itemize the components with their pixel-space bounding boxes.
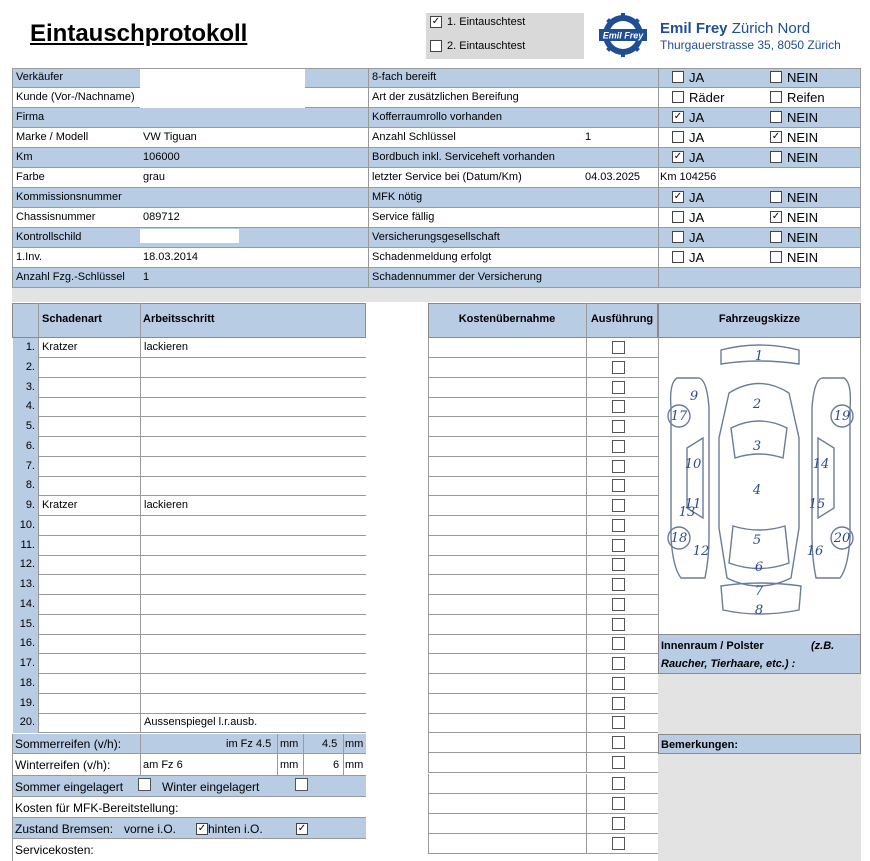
option-checkbox[interactable] <box>672 91 684 103</box>
interior-hint-b: Raucher, Tierhaare, etc.) : <box>661 658 796 670</box>
execution-checkbox[interactable] <box>612 539 625 552</box>
option-label: JA <box>689 190 705 205</box>
vehicle-value-6[interactable] <box>140 188 368 208</box>
execution-checkbox[interactable] <box>612 817 625 830</box>
vehicle-label-6: Kommissionsnummer <box>12 188 140 208</box>
masked-field <box>140 69 305 108</box>
cost-cell[interactable] <box>428 654 586 674</box>
row-number: 8. <box>13 476 38 496</box>
company-name: Emil Frey Zürich Nord <box>660 20 811 37</box>
rule <box>140 754 141 776</box>
option-checkbox[interactable] <box>770 111 782 123</box>
option-label: NEIN <box>787 110 819 125</box>
option-label: JA <box>689 150 705 165</box>
summer-stored-checkbox[interactable] <box>138 778 151 791</box>
damage-type-cell[interactable]: Kratzer <box>38 338 140 358</box>
option-label: JA <box>689 70 705 85</box>
option-checkbox[interactable] <box>672 131 684 143</box>
work-step-cell[interactable] <box>140 575 366 595</box>
execution-checkbox[interactable] <box>612 558 625 571</box>
option-label: NEIN <box>787 190 819 205</box>
damage-type-cell[interactable] <box>38 536 140 556</box>
row-number: 16. <box>13 634 38 654</box>
rule <box>277 734 278 754</box>
vehicle-label-0: Verkäufer <box>12 68 140 88</box>
damage-type-cell[interactable] <box>38 615 140 635</box>
status-label-6: MFK nötig <box>368 188 658 208</box>
work-step-cell[interactable] <box>140 397 366 417</box>
masked-field <box>140 229 239 243</box>
cost-cell[interactable] <box>428 417 586 437</box>
work-step-cell[interactable]: lackieren <box>140 496 366 516</box>
option-label: NEIN <box>787 130 819 145</box>
sketch-number: 13 <box>678 505 696 520</box>
vehicle-label-8: Kontrollschild <box>12 228 140 248</box>
mfk-cost-label: Kosten für MFK-Bereitstellung: <box>15 801 179 815</box>
option-checkbox[interactable]: ✓ <box>771 131 781 142</box>
company-address: Thurgauerstrasse 35, 8050 Zürich <box>660 38 841 52</box>
execution-checkbox[interactable] <box>612 618 625 631</box>
work-step-cell[interactable] <box>140 694 366 714</box>
execution-checkbox[interactable] <box>612 341 625 354</box>
option-label: JA <box>689 110 705 125</box>
winter-tires-label: Winterreifen (v/h): <box>15 758 111 772</box>
vehicle-label-10: Anzahl Fzg.-Schlüssel <box>12 268 140 288</box>
header-execution: Ausführung <box>590 313 654 325</box>
sketch-number: 3 <box>752 439 762 454</box>
rule <box>38 303 39 338</box>
work-step-cell[interactable] <box>140 476 366 496</box>
option-checkbox[interactable] <box>672 71 684 83</box>
test1-label: 1. Eintauschtest <box>447 16 526 28</box>
vehicle-label-3: Marke / Modell <box>12 128 140 148</box>
status-label-3: Anzahl Schlüssel <box>368 128 658 148</box>
status-options-10 <box>658 268 861 288</box>
vehicle-label-9: 1.Inv. <box>12 248 140 268</box>
execution-checkbox[interactable] <box>612 777 625 790</box>
row-number: 7. <box>13 457 38 477</box>
row-number: 1. <box>13 338 38 358</box>
damage-type-cell[interactable] <box>38 516 140 536</box>
rule <box>12 734 13 861</box>
cost-cell[interactable] <box>428 733 586 753</box>
summer-rear-value[interactable]: 4.5 <box>322 738 338 750</box>
option-checkbox[interactable]: ✓ <box>673 111 683 122</box>
summer-stored-label: Sommer eingelagert <box>15 780 124 794</box>
cost-cell[interactable] <box>428 338 586 358</box>
cost-cell[interactable] <box>428 397 586 417</box>
vehicle-sketch[interactable] <box>658 338 861 634</box>
remarks-input[interactable] <box>658 754 861 861</box>
row-number: 4. <box>13 397 38 417</box>
interior-label: Innenraum / Polster <box>661 640 764 652</box>
summer-tires-label: Sommerreifen (v/h): <box>15 737 122 751</box>
status-label-1: Art der zusätzlichen Bereifung <box>368 88 658 108</box>
winter-unit-front: mm <box>280 759 299 771</box>
rule <box>140 734 141 754</box>
work-step-cell[interactable]: lackieren <box>140 338 366 358</box>
cost-cell[interactable] <box>428 674 586 694</box>
sketch-number: 1 <box>754 349 764 364</box>
execution-checkbox[interactable] <box>612 400 625 413</box>
cost-cell[interactable] <box>428 595 586 615</box>
test1-checkbox[interactable]: ✓ <box>431 16 441 27</box>
vehicle-label-4: Km <box>12 148 140 168</box>
execution-checkbox[interactable] <box>612 736 625 749</box>
damage-type-cell[interactable] <box>38 654 140 674</box>
summer-unit-front: mm <box>280 738 299 750</box>
cost-cell[interactable] <box>428 694 586 714</box>
status-label-5: letzter Service bei (Datum/Km) <box>368 168 658 188</box>
rule <box>12 68 861 69</box>
option-label: NEIN <box>787 70 819 85</box>
status-label-8: Versicherungsgesellschaft <box>368 228 658 248</box>
vehicle-value-7[interactable]: 089712 <box>140 208 368 228</box>
rule <box>343 734 344 754</box>
vehicle-value-10[interactable]: 1 <box>140 268 368 288</box>
damage-type-cell[interactable] <box>38 595 140 615</box>
option-label: JA <box>689 250 705 265</box>
execution-checkbox[interactable] <box>612 479 625 492</box>
damage-type-cell[interactable] <box>38 555 140 575</box>
remarks-label: Bemerkungen: <box>661 739 739 751</box>
summer-unit-rear: mm <box>345 738 364 750</box>
brakes-rear-checkbox[interactable]: ✓ <box>297 823 307 834</box>
damage-type-cell[interactable] <box>38 397 140 417</box>
status-label-4: Bordbuch inkl. Serviceheft vorhanden <box>368 148 658 168</box>
row-number: 19. <box>13 694 38 714</box>
status-extra-5: 04.03.2025 <box>585 171 641 183</box>
sketch-number: 6 <box>754 560 764 575</box>
row-number: 5. <box>13 417 38 437</box>
row-number: 10. <box>13 516 38 536</box>
vehicle-value-3[interactable]: VW Tiguan <box>140 128 368 148</box>
sketch-number: 18 <box>670 531 688 546</box>
cost-cell[interactable] <box>428 774 586 794</box>
sketch-number: 11 <box>684 497 702 512</box>
status-label-2: Kofferraumrollo vorhanden <box>368 108 658 128</box>
execution-checkbox[interactable] <box>612 361 625 374</box>
execution-checkbox[interactable] <box>612 440 625 453</box>
execution-checkbox[interactable] <box>612 499 625 512</box>
option-checkbox[interactable]: ✓ <box>771 211 781 222</box>
damage-type-cell[interactable]: Kratzer <box>38 496 140 516</box>
sketch-number: 9 <box>689 389 699 404</box>
damage-type-cell[interactable] <box>38 634 140 654</box>
option-checkbox[interactable] <box>672 211 684 223</box>
status-label-7: Service fällig <box>368 208 658 228</box>
execution-checkbox[interactable] <box>612 716 625 729</box>
row-number: 13. <box>13 575 38 595</box>
winter-stored-label: Winter eingelagert <box>162 780 260 794</box>
damage-type-cell[interactable] <box>38 417 140 437</box>
execution-checkbox[interactable] <box>612 420 625 433</box>
cost-cell[interactable] <box>428 713 586 733</box>
damage-type-cell[interactable] <box>38 476 140 496</box>
row-number: 20. <box>13 713 38 733</box>
cost-cell[interactable] <box>428 615 586 635</box>
sketch-number: 10 <box>684 457 702 472</box>
sketch-number: 14 <box>812 457 830 472</box>
row-number: 6. <box>13 437 38 457</box>
row-number: 2. <box>13 358 38 378</box>
winter-rear-value[interactable]: 6 <box>333 759 340 771</box>
cost-cell[interactable] <box>428 437 586 457</box>
work-step-cell[interactable] <box>140 595 366 615</box>
rule <box>303 754 304 776</box>
header-damage-type: Schadenart <box>42 313 102 325</box>
option-checkbox[interactable]: ✓ <box>673 191 683 202</box>
page-title: Eintauschprotokoll <box>30 20 248 47</box>
cost-cell[interactable] <box>428 634 586 654</box>
option-label: NEIN <box>787 210 819 225</box>
summer-front-value[interactable]: im Fz 4.5 <box>226 738 272 750</box>
rule <box>140 303 141 338</box>
option-checkbox[interactable] <box>770 71 782 83</box>
sketch-header-label: Fahrzeugskizze <box>718 313 801 325</box>
vehicle-label-5: Farbe <box>12 168 140 188</box>
work-step-cell[interactable] <box>140 378 366 398</box>
header-work-step: Arbeitsschritt <box>143 313 215 325</box>
cost-cell[interactable] <box>428 575 586 595</box>
car-diagram-icon <box>659 338 862 634</box>
damage-type-cell[interactable] <box>38 694 140 714</box>
vehicle-value-2[interactable] <box>140 108 368 128</box>
interior-hint-a: (z.B. <box>811 640 835 652</box>
sketch-number: 5 <box>752 533 762 548</box>
cost-cell[interactable] <box>428 476 586 496</box>
execution-checkbox[interactable] <box>612 381 625 394</box>
brakes-label: Zustand Bremsen: <box>15 822 114 836</box>
option-checkbox[interactable] <box>672 251 684 263</box>
option-checkbox[interactable] <box>770 191 782 203</box>
work-step-cell[interactable] <box>140 358 366 378</box>
service-cost-label: Servicekosten: <box>15 843 94 857</box>
company-logo-icon <box>596 13 650 57</box>
brakes-rear-label: hinten i.O. <box>208 822 263 836</box>
row-number: 12. <box>13 555 38 575</box>
status-label-0: 8-fach bereift <box>368 68 658 88</box>
brakes-front-checkbox[interactable]: ✓ <box>197 823 207 834</box>
work-step-cell[interactable] <box>140 417 366 437</box>
damage-type-cell[interactable] <box>38 358 140 378</box>
work-step-cell[interactable] <box>140 516 366 536</box>
rule <box>343 754 344 776</box>
work-step-cell[interactable]: Aussenspiegel l.r.ausb. <box>140 713 366 733</box>
execution-checkbox[interactable] <box>612 657 625 670</box>
option-checkbox[interactable] <box>770 91 782 103</box>
option-checkbox[interactable]: ✓ <box>673 151 683 162</box>
cost-cell[interactable] <box>428 496 586 516</box>
option-checkbox[interactable] <box>672 231 684 243</box>
sketch-number: 20 <box>833 531 851 546</box>
sketch-number: 15 <box>808 497 826 512</box>
section-divider <box>12 287 861 302</box>
option-label: NEIN <box>787 230 819 245</box>
option-checkbox[interactable] <box>770 251 782 263</box>
option-label: JA <box>689 230 705 245</box>
cost-cell[interactable] <box>428 814 586 834</box>
sketch-number: 16 <box>806 544 824 559</box>
work-step-cell[interactable] <box>140 634 366 654</box>
row-number: 15. <box>13 615 38 635</box>
vehicle-label-2: Firma <box>12 108 140 128</box>
execution-checkbox[interactable] <box>612 578 625 591</box>
brakes-front-label: vorne i.O. <box>124 822 177 836</box>
interior-input[interactable] <box>658 674 861 734</box>
vehicle-label-7: Chassisnummer <box>12 208 140 228</box>
status-km: Km 104256 <box>660 171 717 183</box>
row-number: 14. <box>13 595 38 615</box>
cost-cell[interactable] <box>428 457 586 477</box>
option-label: NEIN <box>787 150 819 165</box>
winter-unit-rear: mm <box>345 759 364 771</box>
work-step-cell[interactable] <box>140 654 366 674</box>
execution-checkbox[interactable] <box>612 460 625 473</box>
row-number: 3. <box>13 378 38 398</box>
winter-stored-checkbox[interactable] <box>295 778 308 791</box>
sketch-number: 4 <box>752 483 762 498</box>
option-checkbox[interactable] <box>770 231 782 243</box>
row-number: 17. <box>13 654 38 674</box>
work-step-cell[interactable] <box>140 536 366 556</box>
execution-checkbox[interactable] <box>612 837 625 850</box>
vehicle-value-9[interactable]: 18.03.2014 <box>140 248 368 268</box>
execution-checkbox[interactable] <box>612 519 625 532</box>
row-number: 18. <box>13 674 38 694</box>
sketch-number: 19 <box>833 409 851 424</box>
status-label-9: Schadenmeldung erfolgt <box>368 248 658 268</box>
sketch-number: 7 <box>754 584 764 599</box>
option-label: JA <box>689 210 705 225</box>
work-step-cell[interactable] <box>140 555 366 575</box>
work-step-cell[interactable] <box>140 615 366 635</box>
status-label-10: Schadennummer der Versicherung <box>368 268 658 288</box>
cost-cell[interactable] <box>428 378 586 398</box>
winter-front-value[interactable]: am Fz 6 <box>143 759 183 771</box>
cost-cell[interactable] <box>428 834 586 854</box>
cost-cell[interactable] <box>428 516 586 536</box>
execution-checkbox[interactable] <box>612 677 625 690</box>
vehicle-value-4[interactable]: 106000 <box>140 148 368 168</box>
option-label: Reifen <box>787 90 825 105</box>
rule <box>303 734 304 754</box>
damage-type-cell[interactable] <box>38 674 140 694</box>
vehicle-label-1: Kunde (Vor-/Nachname) <box>12 88 140 108</box>
rule <box>586 303 587 338</box>
damage-type-cell[interactable] <box>38 457 140 477</box>
status-extra-3: 1 <box>585 131 592 143</box>
option-checkbox[interactable] <box>770 151 782 163</box>
option-label: JA <box>689 130 705 145</box>
test2-label: 2. Eintauschtest <box>447 40 526 52</box>
option-label: NEIN <box>787 250 819 265</box>
execution-checkbox[interactable] <box>612 756 625 769</box>
sketch-number: 8 <box>754 603 764 618</box>
work-step-cell[interactable] <box>140 457 366 477</box>
sketch-number: 2 <box>752 397 762 412</box>
execution-checkbox[interactable] <box>612 637 625 650</box>
cost-cell[interactable] <box>428 794 586 814</box>
damage-type-cell[interactable] <box>38 575 140 595</box>
cost-cell[interactable] <box>428 555 586 575</box>
work-step-cell[interactable] <box>140 437 366 457</box>
test2-checkbox[interactable] <box>430 40 442 52</box>
row-number: 9. <box>13 496 38 516</box>
row-number: 11. <box>13 536 38 556</box>
damage-type-cell[interactable] <box>38 437 140 457</box>
work-step-cell[interactable] <box>140 674 366 694</box>
damage-type-cell[interactable] <box>38 713 140 733</box>
option-label: Räder <box>689 90 725 105</box>
cost-cell[interactable] <box>428 536 586 556</box>
rule <box>277 754 278 776</box>
sketch-number: 17 <box>670 409 688 424</box>
vehicle-value-5[interactable]: grau <box>140 168 368 188</box>
header-cost: Kostenübernahme <box>458 313 556 325</box>
execution-checkbox[interactable] <box>612 697 625 710</box>
execution-checkbox[interactable] <box>612 598 625 611</box>
sketch-number: 12 <box>692 544 710 559</box>
damage-type-cell[interactable] <box>38 378 140 398</box>
cost-cell[interactable] <box>428 358 586 378</box>
cost-cell[interactable] <box>428 753 586 773</box>
svg-text:Emil Frey: Emil Frey <box>602 30 644 41</box>
execution-checkbox[interactable] <box>612 797 625 810</box>
